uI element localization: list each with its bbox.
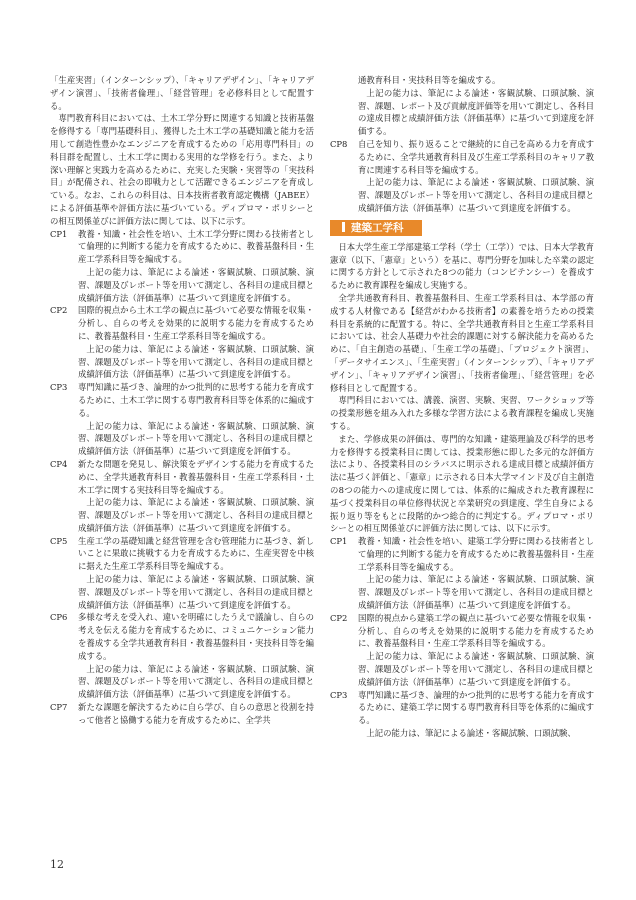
policy-text: 生産工学の基礎知識と経営管理を含む管理能力に基づき、新しいことに果敢に挑戦する力を育成するために、生産実習を中核に据えた生産工学系科目等を編成する。 <box>78 535 314 572</box>
policy-item <box>50 611 314 662</box>
policy-code: CP1 <box>330 536 348 547</box>
policy-code: CP2 <box>330 612 348 623</box>
policy-item <box>50 381 314 419</box>
right-column <box>330 74 594 740</box>
intro-paragraph: 専門教育科目においては、土木工学分野に関連する知識と技術基盤を修得する「専門基礎科目」、獲得した土木工学の基礎知識と能力を活用して創造性豊かなエンジニアを育成するための「応用専門科目」の科目群を配置し、土木工学に関わる実用的な学修を行う。また、より深い理解と実践力を高めるために、充実した実験・実習等の「実技科目」が配備され、社会の即戦力として活躍できるエンジニアを育成している。なお、これらの科目は、日本技術者教育認定機構（JABEE）による評価基準や評価方法に基づいている。ディプロマ・ポリシーとの相互関係並びに評価方法に関しては、以下に示す。 <box>50 113 314 226</box>
policy-text: 国際的視点から土木工学の観点に基づいて必要な情報を収集・分析し、自らの考えを効果的に説明する能力を育成するために、教養基盤科目・生産工学系科目等を編成する。 <box>78 305 314 341</box>
policy-code: CP3 <box>330 689 348 700</box>
policy-item <box>330 689 594 727</box>
policy-code: CP8 <box>330 138 348 149</box>
policy-item <box>330 138 594 176</box>
policy-item <box>50 304 314 342</box>
policy-code: CP5 <box>50 535 68 546</box>
policy-item <box>330 535 594 573</box>
policy-text: 自己を知り、振り返ることで継続的に自己を高める力を育成するために、全学共通教育科目及び生産工学系科目のキャリア教育に関連する科目等を編成する。 <box>358 138 594 175</box>
section-paragraph: 全学共通教育科目、教養基盤科目、生産工学系科目は、本学部の育成する人材像である【経営がわかる技術者】の素養を培うための授業科目を系統的に配置する。特に、全学共通教育科目と生産工学系科目においては、社会人基礎力や社会的課題に対する解決能力を高めるために、「自主創造の基礎」、「生産工学の基礎」、「プロジェクト演習」、「データサイエンス」、「生産実習」（インターンシップ）、「キャリアデザイン」、「キャリアデザイン演習」、「技術者倫理」、「経営管理」を必修科目として配置する。 <box>330 292 594 393</box>
page-number: 12 <box>50 858 64 871</box>
policy-note: 上記の能力は、筆記による論述・客観試験、口頭試験、演習、課題及びレポート等を用いて測定し、各科目の達成目標と成績評価方法（評価基準）に基づいて到達度を評価する。 <box>358 651 594 687</box>
policy-note: 上記の能力は、筆記による論述・客観試験、口頭試験、演習、課題及びレポート等を用いて測定し、各科目の達成目標と成績評価方法（評価基準）に基づいて到達度を評価する。 <box>358 574 594 611</box>
policy-code: CP1 <box>50 228 68 239</box>
section-paragraph: 日本大学生産工学部建築工学科（学士（工学））では、日本大学教育憲章（以下、「憲章」という）を基に、専門分野を加味した卒業の認定に関する方針として示された8つの能力（コンピテンシー）を養成するために教育課程を編成し実施する。 <box>330 241 594 291</box>
left-column <box>50 74 314 727</box>
policy-text: 新たな課題を解決するために自ら学び、自らの意思と役割を持って他者と協働する能力を育成するために、全学共 <box>78 702 314 725</box>
policy-text: 国際的視点から建築工学の観点に基づいて必要な情報を収集・分析し、自らの考えを効果的に説明する能力を育成するために、教養基盤科目・生産工学系科目等を編成する。 <box>358 612 594 649</box>
section-heading: 建築工学科 <box>330 220 422 236</box>
policy-code: CP7 <box>50 702 68 713</box>
section-paragraph: また、学修成果の評価は、専門的な知識・建築理論及び科学的思考力を修得する授業科目に関しては、授業形態に即した多元的な評価方法により、各授業科目のシラバスに明示される達成目標と成績評価方法に基づく評価と、「憲章」に示される日本大学マインド及び自主創造の8つの能力への達成度に関しては、体系的に編成された教育課程に基づく授業科目の単位修得状況と卒業研究の到達度、学生自身による振り返り等をもとに段階的かつ総合的に判定する。ディプロマ・ポリシーとの相互関係並びに評価方法に関しては、以下に示す。 <box>330 433 594 534</box>
policy-note: 上記の能力は、筆記による論述・客観試験、口頭試験、演習、課題及びレポート等を用いて測定し、各科目の達成目標と成績評価方法（評価基準）に基づいて到達度を評価する。 <box>78 266 314 303</box>
policy-code: CP3 <box>50 382 68 393</box>
policy-text: 専門知識に基づき、論理的かつ批判的に思考する能力を育成するために、建築工学に関する専門教育科目等を体系的に編成する。 <box>358 689 594 726</box>
policy-item <box>50 228 314 266</box>
policy-note: 上記の能力は、筆記による論述・客観試験、口頭試験、演習、課題及びレポート等を用いて測定し、各科目の達成目標と成績評価方法（評価基準）に基づいて到達度を評価する。 <box>78 663 314 700</box>
section-paragraph: 専門科目においては、講義、演習、実験、実習、ワークショップ等の授業形態を組み入れた多様な学習方法による教育課程を編成し実施する。 <box>330 395 594 431</box>
policy-note: 上記の能力は、筆記による論述・客観試験、口頭試験、 <box>366 728 576 739</box>
policy-text: 教養・知識・社会性を培い、建築工学分野に関わる技術者として倫理的に判断する能力を育成するために教養基盤科目・生産工学系科目等を編成する。 <box>358 536 594 572</box>
policy-note: 上記の能力は、筆記による論述・客観試験、口頭試験、演習、課題及びレポート等を用いて測定し、各科目の達成目標と成績評価方法（評価基準）に基づいて到達度を評価する。 <box>358 177 594 213</box>
policy-text-continuation: 通教育科目・実技科目等を編成する。 <box>358 75 501 85</box>
policy-note: 上記の能力は、筆記による論述・客観試験、口頭試験、演習、課題及びレポート等を用いて測定し、各科目の達成目標と成績評価方法（評価基準）に基づいて到達度を評価する。 <box>78 574 314 610</box>
policy-code: CP4 <box>50 458 68 469</box>
policy-text: 専門知識に基づき、論理的かつ批判的に思考する能力を育成するために、土木工学に関する専門教育科目等を体系的に編成する。 <box>78 382 314 418</box>
policy-code: CP6 <box>50 612 68 623</box>
policy-text: 教養・知識・社会性を培い、土木工学分野に関わる技術者として倫理的に判断する能力を育成するために、教養基盤科目・生産工学系科目等を編成する。 <box>78 228 314 265</box>
policy-item <box>50 701 314 727</box>
policy-note: 上記の能力は、筆記による論述・客観試験、口頭試験、演習、課題及びレポート等を用いて測定し、各科目の達成目標と成績評価方法（評価基準）に基づいて到達度を評価する。 <box>78 420 314 457</box>
intro-paragraph: 「生産実習」（インターンシップ）、「キャリアデザイン」、「キャリアデザイン演習」、「技術者倫理」、「経営管理」を必修科目として配置する。 <box>50 75 314 111</box>
policy-note: 上記の能力は、筆記による論述・客観試験、口頭試験、演習、課題、レポート及び貢献度評価等を用いて測定し、各科目の達成目標と成績評価方法（評価基準）に基づいて到達度を評価する。 <box>358 87 594 137</box>
policy-text: 多様な考えを受入れ、違いを明確にしたうえで議論し、自らの考えを伝える能力を育成するために、コミュニケーション能力を養成する全学共通教育科目・教養基盤科目・実技科目等を編成する。 <box>78 612 314 661</box>
policy-note: 上記の能力は、筆記による論述・客観試験、口頭試験、演習、課題及びレポート等を用いて測定し、各科目の達成目標と成績評価方法（評価基準）に基づいて到達度を評価する。 <box>78 343 314 380</box>
policy-item <box>50 535 314 573</box>
policy-item <box>50 458 314 496</box>
policy-item <box>330 612 594 650</box>
policy-code: CP2 <box>50 305 68 316</box>
policy-note: 上記の能力は、筆記による論述・客観試験、口頭試験、演習、課題及びレポート等を用いて測定し、各科目の達成目標と成績評価方法（評価基準）に基づいて到達度を評価する。 <box>78 497 314 533</box>
policy-text: 新たな問題を発見し、解決策をデザインする能力を育成するために、全学共通教育科目・教養基盤科目・生産工学系科目・土木工学に関する実技科目等を編成する。 <box>78 458 314 495</box>
